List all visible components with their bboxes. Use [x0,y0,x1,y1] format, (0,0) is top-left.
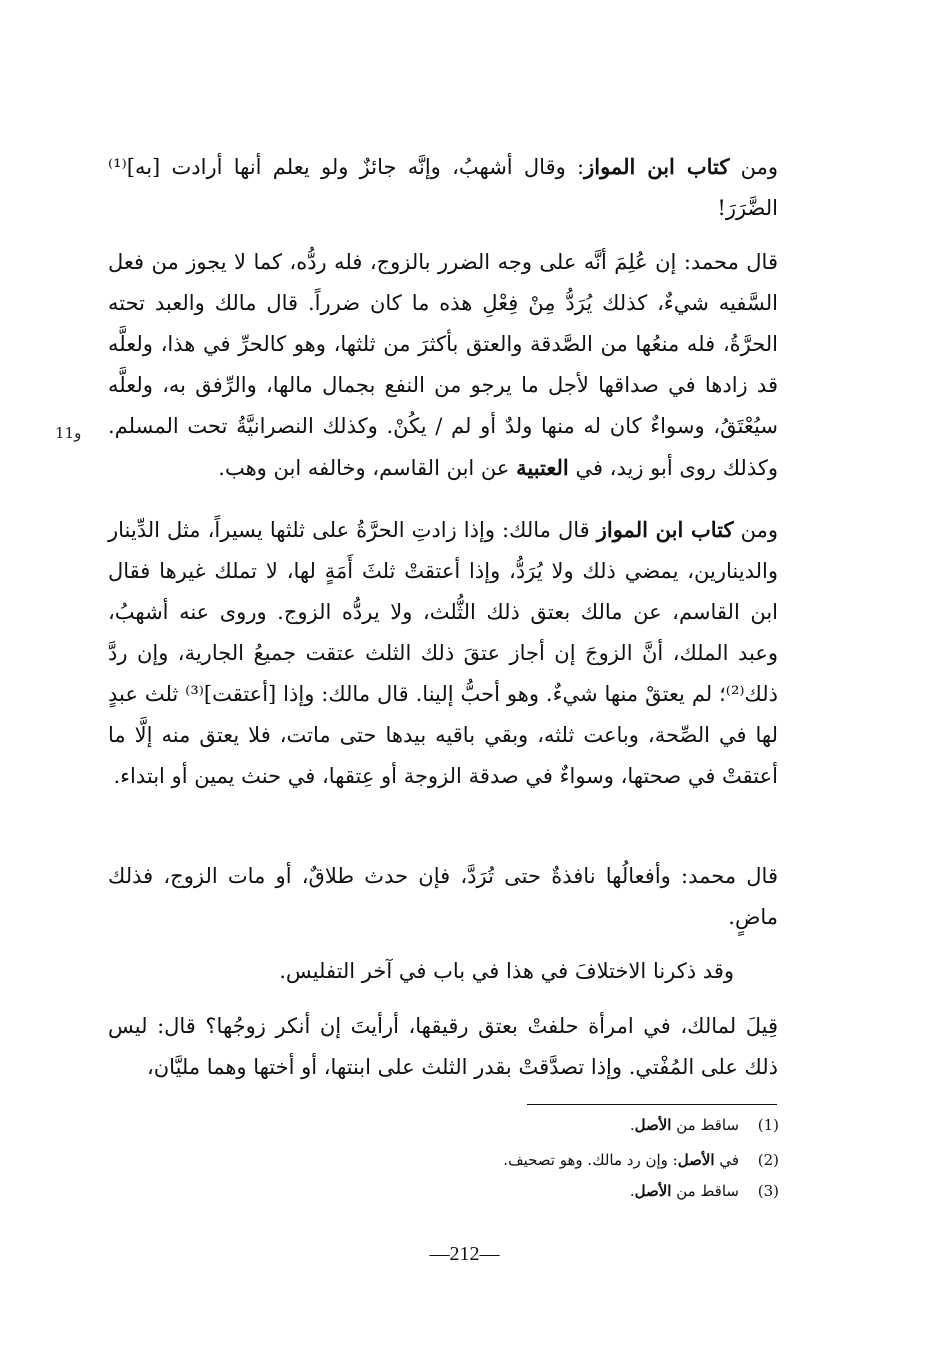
paragraph-2 [108,242,778,489]
paragraph-3 [108,509,778,797]
paragraph-4 [108,856,778,938]
paragraph-5 [108,951,778,992]
footnote-3 [630,1180,779,1202]
footnote-number: (1) [757,1116,779,1134]
page-number: —212— [429,1243,500,1265]
text-run: قِيلَ لمالك، في امرأة حلفتْ بعتق رقيقها، أرأيتَ إن أنكر زوجُها؟ قال: ليس ذلك على المُفْتي. وإذا تصدَّقتْ بقدر الثلث على ابنتها، أو أختها وهما مليَّان، [108,1014,778,1079]
book-title: كتاب ابن المواز [596,517,734,542]
text-run: قال محمد: إن عُلِمَ أنَّه على وجه الضرر بالزوج، فله ردُّه، كما لا يجوز من فعل السَّفيه شيءٌ، كذلك يُرَدُّ مِنْ فِعْلِ هذه ما كان ضرراً. قال مالك والعبد تحته الحرَّةُ، فله منعُها من الصَّدقة والعتق بأكثرَ من ثلثها، وهو كالحرِّ في هذا، ولعلَّه قد زادها في صداقها لأجل ما يرجو من النفع بجمال مالها، والرِّفق به، ولعلَّه سيُعْتَقُ، وسواءٌ كان له منها ولدٌ أو لم / يكُنْ. وكذلك النصرانيَّةُ تحت المسلم. وكذلك روى أبو زيد، في [108,250,778,480]
footnote-1 [630,1114,779,1136]
footnote-number: (3) [757,1182,779,1200]
margin-folio-note: و11 [55,424,82,442]
text-run: عن ابن القاسم، وخالفه ابن وهب. [218,456,510,480]
footnote-text-bold: الأصل [634,1182,672,1200]
paragraph-1 [108,146,778,229]
text-run: قال محمد: وأفعالُها نافذةٌ حتى تُرَدَّ، فإن حدث طلاقٌ، أو مات الزوج، فذلك ماضٍ. [108,864,778,929]
footnote-text: . [629,1182,635,1200]
footnote-2 [503,1149,779,1171]
book-title: كتاب ابن المواز [584,154,730,179]
paragraph-6 [108,1006,778,1088]
book-title: العتبية [516,455,569,480]
footnote-text: : وإن رد مالك. وهو تصحيف. [503,1151,678,1169]
footnote-text-bold: الأصل [677,1151,715,1169]
text-run: قال مالك: وإذا زادتِ الحرَّةُ على ثلثها يسيراً، مثل الدِّينار والدينارين، يمضي ذلك ولا يُرَدُّ، وإذا أعتقتْ ثلثَ أَمَةٍ لها، لا تملك غيرها فقال ابن القاسم، عن مالك بعتق ذلك الثُّلث، ولا يردُّه الزوج. وروى عنه أشهبُ، وعبد الملك، أنَّ الزوجَ إن أجاز عتقَ ذلك الثلث عتقت جميعُ الجارية، وإن ردَّ ذلك⁽²⁾؛ لم يعتقْ منها شيءٌ. وهو أحبُّ إلينا. قال مالك: وإذا [أعتقت]⁽³⁾ ثلث عبدٍ لها في الصِّحة، وباعت ثلثه، وبقي باقيه بيدها حتى ماتت، فلا يعتق منه إلَّا ما أعتقتْ في صحتها، وسواءٌ في صدقة الزوجة أو عِتقها، في حنث يمين أو ابتداء. [108,518,778,788]
text-run: ومن [733,518,778,542]
footnote-text: ساقط من [671,1116,739,1134]
footnote-text: . [629,1116,635,1134]
footnote-text: في [714,1151,739,1169]
footnote-separator [527,1104,777,1105]
footnote-text-bold: الأصل [634,1116,672,1134]
footnote-text: ساقط من [671,1182,739,1200]
text-run: وقد ذكرنا الاختلافَ في هذا في باب في آخر التفليس. [279,959,734,983]
text-run: : وقال أشهبُ، وإنَّه جائزٌ ولو يعلم أنها أرادت [به]⁽¹⁾ الضَّرَرَ! [108,155,778,220]
text-run: ومن [729,155,778,179]
footnote-number: (2) [757,1151,779,1169]
